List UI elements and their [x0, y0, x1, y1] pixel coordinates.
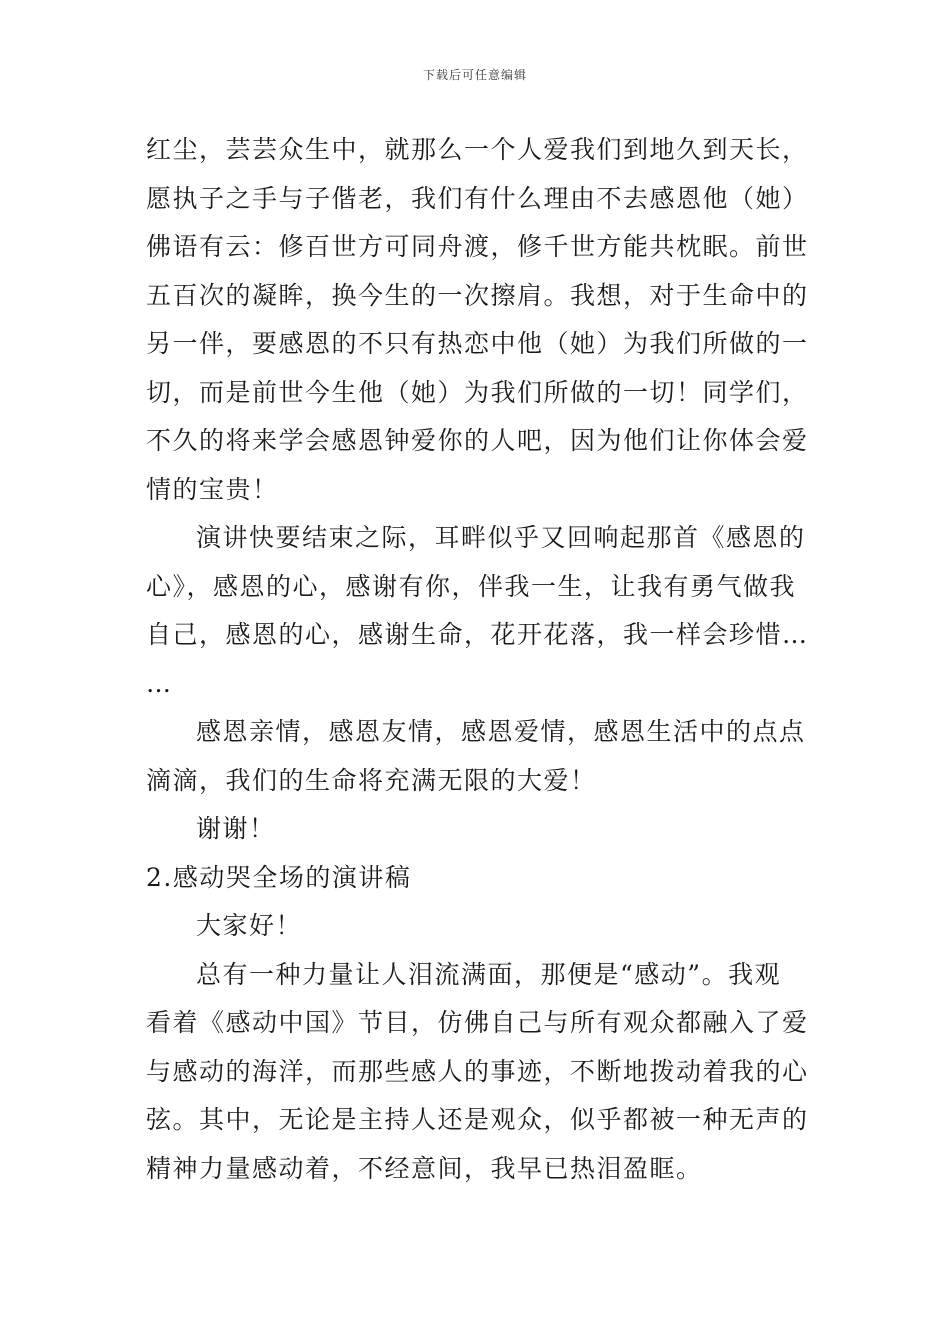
text-line: 愿执子之手与子偕老，我们有什么理由不去感恩他（她）	[146, 183, 809, 213]
text-line: 另一伴，要感恩的不只有热恋中他（她）为我们所做的一	[146, 329, 809, 358]
text-line: 五百次的凝眸，换今生的一次擦肩。我想，对于生命中的	[146, 280, 809, 310]
text-line: 切，而是前世今生他（她）为我们所做的一切！同学们，	[146, 377, 809, 407]
text-line: 精神力量感动着，不经意间，我早已热泪盈眶。	[146, 1153, 703, 1183]
text-line: 滴滴，我们的生命将充满无限的大爱！	[146, 765, 597, 795]
text-line: 心》，感恩的心，感谢有你，伴我一生，让我有勇气做我	[146, 571, 797, 601]
text-line: 感恩亲情，感恩友情，感恩爱情，感恩生活中的点点	[196, 717, 806, 746]
text-line: 演讲快要结束之际，耳畔似乎又回响起那首《感恩的	[196, 523, 806, 552]
text-line: 2.感动哭全场的演讲稿	[146, 862, 412, 892]
text-line: 弦。其中，无论是主持人还是观众，似乎都被一种无声的	[146, 1105, 809, 1134]
text-line: 看着《感动中国》节目，仿佛自己与所有观众都融入了爱	[146, 1008, 809, 1037]
text-line: 大家好！	[196, 911, 303, 940]
text-line: 自己，感恩的心，感谢生命，花开花落，我一样会珍惜…	[146, 620, 809, 649]
text-line: 总有一种力量让人泪流满面，那便是“感动”。我观	[196, 959, 782, 989]
text-line: 情的宝贵！	[146, 474, 279, 504]
text-line: 不久的将来学会感恩钟爱你的人吧，因为他们让你体会爱	[146, 426, 809, 455]
text-line: 佛语有云：修百世方可同舟渡，修千世方能共枕眠。前世	[146, 232, 809, 261]
document-body	[146, 126, 816, 1193]
text-line: 红尘，芸芸众生中，就那么一个人爱我们到地久到天长，	[146, 135, 809, 164]
text-line: …	[146, 668, 173, 698]
page-header: 下载后可任意编辑	[422, 68, 527, 82]
text-line: 谢谢！	[196, 814, 276, 843]
text-line: 与感动的海洋，而那些感人的事迹，不断地拨动着我的心	[146, 1056, 809, 1086]
